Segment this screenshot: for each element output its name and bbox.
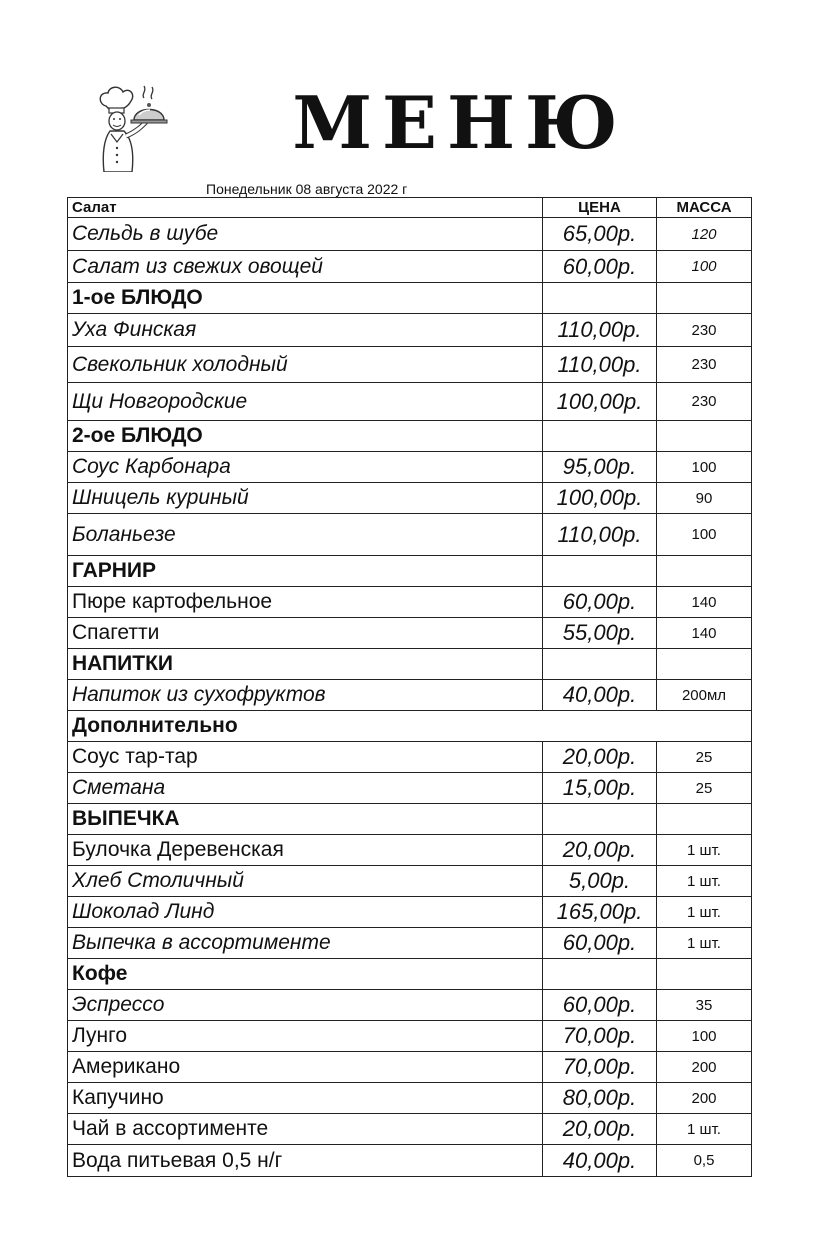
item-price: 60,00р. <box>543 990 657 1021</box>
item-name: Чай в ассортименте <box>68 1114 543 1145</box>
item-name: Вода питьевая 0,5 н/г <box>68 1145 543 1177</box>
item-mass: 230 <box>657 383 752 421</box>
menu-item-row <box>68 1052 752 1083</box>
item-name: Капучино <box>68 1083 543 1114</box>
header-name: Салат <box>68 198 543 218</box>
menu-table-header <box>68 198 752 218</box>
item-name: Боланьезе <box>68 514 543 556</box>
section-price-empty <box>543 804 657 835</box>
section-row <box>68 959 752 990</box>
item-name: Шницель куриный <box>68 483 543 514</box>
item-price: 95,00р. <box>543 452 657 483</box>
item-name: Американо <box>68 1052 543 1083</box>
section-row <box>68 421 752 452</box>
menu-item-row <box>68 587 752 618</box>
item-name: Соус тар-тар <box>68 742 543 773</box>
section-title: ГАРНИР <box>68 556 543 587</box>
item-name: Шоколад Линд <box>68 897 543 928</box>
item-price: 65,00р. <box>543 218 657 251</box>
item-name: Пюре картофельное <box>68 587 543 618</box>
menu-item-row <box>68 1114 752 1145</box>
item-mass: 200мл <box>657 680 752 711</box>
section-title: НАПИТКИ <box>68 649 543 680</box>
item-price: 80,00р. <box>543 1083 657 1114</box>
item-mass: 35 <box>657 990 752 1021</box>
item-name: Выпечка в ассортименте <box>68 928 543 959</box>
item-name: Щи Новгородские <box>68 383 543 421</box>
item-mass: 230 <box>657 314 752 347</box>
item-mass: 0,5 <box>657 1145 752 1177</box>
menu-item-row <box>68 483 752 514</box>
item-mass: 200 <box>657 1083 752 1114</box>
section-mass-empty <box>657 804 752 835</box>
item-name: Напиток из сухофруктов <box>68 680 543 711</box>
item-price: 100,00р. <box>543 483 657 514</box>
item-price: 40,00р. <box>543 1145 657 1177</box>
item-mass: 140 <box>657 587 752 618</box>
item-name: Свекольник холодный <box>68 347 543 383</box>
section-mass-empty <box>657 421 752 452</box>
chef-waiter-icon <box>96 84 174 172</box>
item-mass: 1 шт. <box>657 835 752 866</box>
menu-item-row <box>68 618 752 649</box>
item-mass: 230 <box>657 347 752 383</box>
item-mass: 140 <box>657 618 752 649</box>
item-mass: 200 <box>657 1052 752 1083</box>
item-price: 60,00р. <box>543 251 657 283</box>
section-title: 2-ое БЛЮДО <box>68 421 543 452</box>
item-name: Хлеб Столичный <box>68 866 543 897</box>
section-row <box>68 283 752 314</box>
item-price: 70,00р. <box>543 1021 657 1052</box>
item-name: Эспрессо <box>68 990 543 1021</box>
item-name: Салат из свежих овощей <box>68 251 543 283</box>
item-mass: 25 <box>657 773 752 804</box>
section-row <box>68 804 752 835</box>
menu-item-row <box>68 383 752 421</box>
menu-date: Понедельник 08 августа 2022 г <box>206 181 408 197</box>
section-price-empty <box>543 959 657 990</box>
header-mass: МАССА <box>657 198 752 218</box>
menu-item-row <box>68 680 752 711</box>
item-name: Соус Карбонара <box>68 452 543 483</box>
item-mass: 1 шт. <box>657 928 752 959</box>
item-name: Сметана <box>68 773 543 804</box>
menu-item-row <box>68 1083 752 1114</box>
item-price: 5,00р. <box>543 866 657 897</box>
item-name: Лунго <box>68 1021 543 1052</box>
item-mass: 100 <box>657 452 752 483</box>
item-mass: 1 шт. <box>657 897 752 928</box>
section-price-empty <box>543 421 657 452</box>
item-price: 60,00р. <box>543 587 657 618</box>
section-mass-empty <box>657 556 752 587</box>
item-mass: 1 шт. <box>657 1114 752 1145</box>
section-title: Кофе <box>68 959 543 990</box>
menu-item-row <box>68 452 752 483</box>
menu-item-row <box>68 514 752 556</box>
item-price: 70,00р. <box>543 1052 657 1083</box>
menu-table-body <box>68 218 752 1177</box>
section-mass-empty <box>657 649 752 680</box>
menu-table <box>67 197 752 1177</box>
item-mass: 100 <box>657 1021 752 1052</box>
menu-item-row <box>68 742 752 773</box>
menu-item-row <box>68 990 752 1021</box>
section-title: ВЫПЕЧКА <box>68 804 543 835</box>
item-price: 60,00р. <box>543 928 657 959</box>
item-name: Сельдь в шубе <box>68 218 543 251</box>
item-mass: 90 <box>657 483 752 514</box>
menu-item-row <box>68 773 752 804</box>
section-title: Дополнительно <box>68 711 752 742</box>
item-name: Спагетти <box>68 618 543 649</box>
item-name: Уха Финская <box>68 314 543 347</box>
item-mass: 1 шт. <box>657 866 752 897</box>
menu-item-row <box>68 218 752 251</box>
section-title: 1-ое БЛЮДО <box>68 283 543 314</box>
item-mass: 120 <box>657 218 752 251</box>
header-price: ЦЕНА <box>543 198 657 218</box>
section-price-empty <box>543 649 657 680</box>
item-price: 55,00р. <box>543 618 657 649</box>
section-row <box>68 556 752 587</box>
menu-item-row <box>68 251 752 283</box>
menu-item-row <box>68 835 752 866</box>
item-mass: 100 <box>657 251 752 283</box>
item-price: 40,00р. <box>543 680 657 711</box>
menu-item-row <box>68 928 752 959</box>
section-mass-empty <box>657 283 752 314</box>
menu-item-row <box>68 866 752 897</box>
section-price-empty <box>543 556 657 587</box>
menu-item-row <box>68 1145 752 1177</box>
item-mass: 100 <box>657 514 752 556</box>
menu-item-row <box>68 314 752 347</box>
item-price: 20,00р. <box>543 1114 657 1145</box>
section-row <box>68 649 752 680</box>
menu-item-row <box>68 347 752 383</box>
item-price: 110,00р. <box>543 514 657 556</box>
menu-title <box>200 84 720 164</box>
menu-item-row <box>68 1021 752 1052</box>
item-mass: 25 <box>657 742 752 773</box>
menu-title-text: МЕНЮ <box>292 84 628 164</box>
menu-header <box>0 0 840 200</box>
item-price: 15,00р. <box>543 773 657 804</box>
section-mass-empty <box>657 959 752 990</box>
item-price: 100,00р. <box>543 383 657 421</box>
section-row <box>68 711 752 742</box>
menu-item-row <box>68 897 752 928</box>
item-price: 20,00р. <box>543 835 657 866</box>
item-price: 110,00р. <box>543 314 657 347</box>
item-price: 165,00р. <box>543 897 657 928</box>
item-name: Булочка Деревенская <box>68 835 543 866</box>
item-price: 20,00р. <box>543 742 657 773</box>
item-price: 110,00р. <box>543 347 657 383</box>
section-price-empty <box>543 283 657 314</box>
